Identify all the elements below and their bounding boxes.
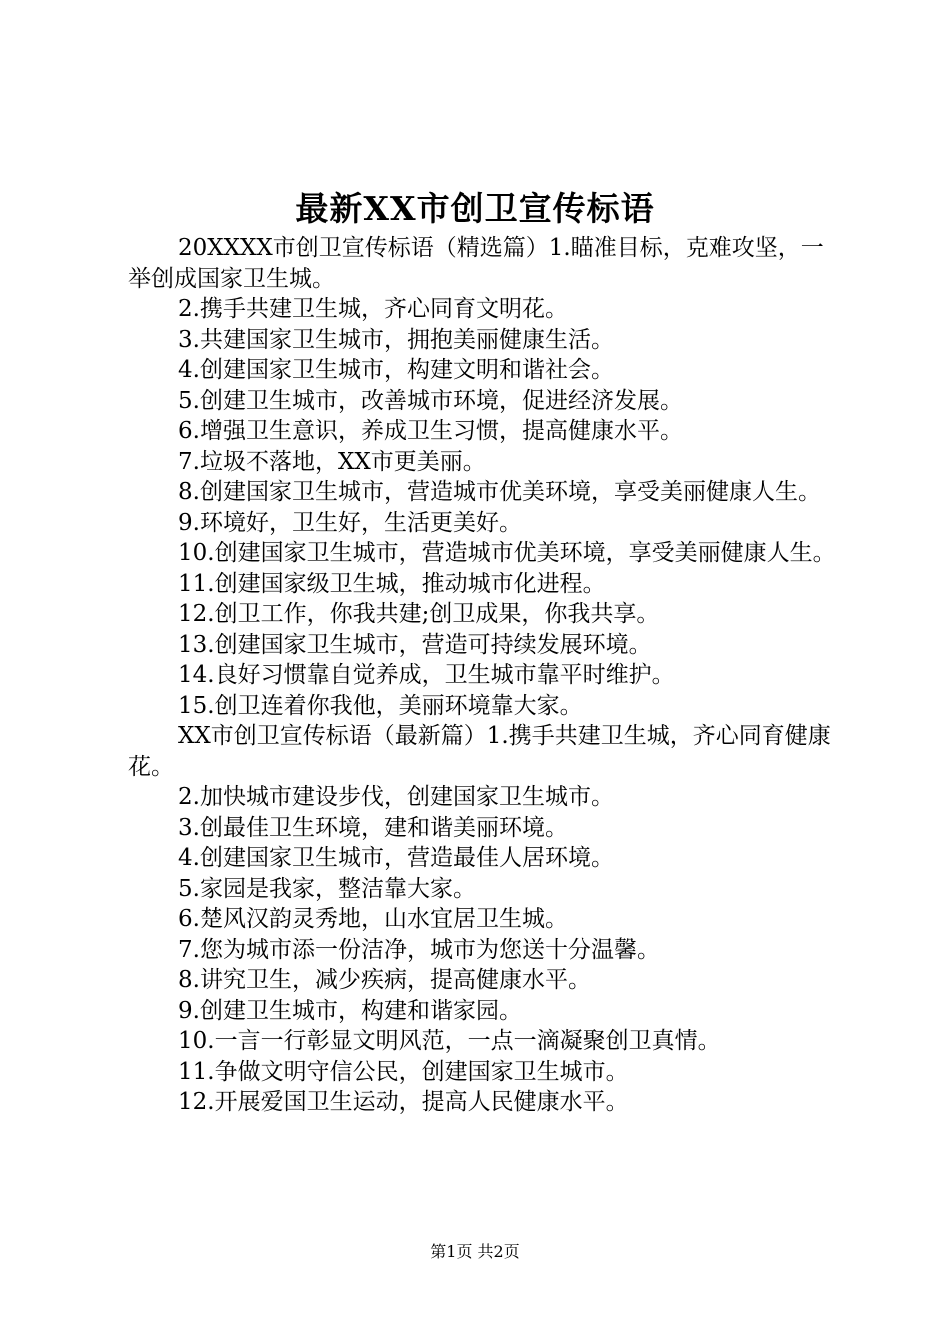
paragraph-25: 10.一言一行彰显文明风范，一点一滴凝聚创卫真情。: [178, 1028, 721, 1054]
paragraph-15: 15.创卫连着你我他，美丽环境靠大家。: [178, 692, 583, 719]
paragraph-23: 8.讲究卫生，减少疾病，提高健康水平。: [178, 967, 591, 993]
paragraph-17: 2.加快城市建设步伐，创建国家卫生城市。: [178, 784, 614, 810]
paragraph-3: 3.共建国家卫生城市，拥抱美丽健康生活。: [178, 326, 614, 353]
paragraph-8: 8.创建国家卫生城市，营造城市优美环境，享受美丽健康人生。: [178, 479, 821, 505]
paragraph-13: 13.创建国家卫生城市，营造可持续发展环境。: [178, 631, 652, 658]
paragraph-20: 5.家园是我家，整洁靠大家。: [178, 875, 476, 902]
paragraph-21: 6.楚风汉韵灵秀地，山水宜居卫生城。: [178, 906, 568, 932]
paragraph-1: 20XXXX市创卫宣传标语（精选篇）1.瞄准目标，克难攻坚，一举创成国家卫生城。: [128, 235, 824, 292]
paragraph-7: 7.垃圾不落地，XX市更美丽。: [178, 448, 486, 475]
paragraph-19: 4.创建国家卫生城市，营造最佳人居环境。: [178, 845, 614, 871]
paragraph-14: 14.良好习惯靠自觉养成，卫生城市靠平时维护。: [178, 662, 675, 688]
paragraph-12: 12.创卫工作，你我共建;创卫成果，你我共享。: [178, 601, 660, 627]
paragraph-9: 9.环境好，卫生好，生活更美好。: [178, 509, 522, 536]
paragraph-16: XX市创卫宣传标语（最新篇）1.携手共建卫生城，齐心同育健康花。: [128, 723, 831, 780]
document-body: [128, 233, 838, 1118]
paragraph-22: 7.您为城市添一份洁净，城市为您送十分温馨。: [178, 936, 660, 963]
paragraph-6: 6.增强卫生意识，养成卫生习惯，提高健康水平。: [178, 418, 683, 444]
paragraph-10: 10.创建国家卫生城市，营造城市优美环境，享受美丽健康人生。: [178, 540, 836, 566]
paragraph-2: 2.携手共建卫生城，齐心同育文明花。: [178, 296, 568, 322]
paragraph-24: 9.创建卫生城市，构建和谐家园。: [178, 997, 522, 1024]
document-title: 最新XX市创卫宣传标语: [295, 189, 655, 228]
paragraph-5: 5.创建卫生城市，改善城市环境，促进经济发展。: [178, 387, 683, 414]
paragraph-27: 12.开展爱国卫生运动，提高人民健康水平。: [178, 1089, 629, 1115]
paragraph-18: 3.创最佳卫生环境，建和谐美丽环境。: [178, 814, 568, 841]
paragraph-26: 11.争做文明守信公民，创建国家卫生城市。: [178, 1058, 629, 1085]
paragraph-4: 4.创建国家卫生城市，构建文明和谐社会。: [178, 357, 614, 383]
page-footer: 第1页 共2页: [430, 1242, 520, 1261]
paragraph-11: 11.创建国家级卫生城，推动城市化进程。: [178, 570, 606, 597]
